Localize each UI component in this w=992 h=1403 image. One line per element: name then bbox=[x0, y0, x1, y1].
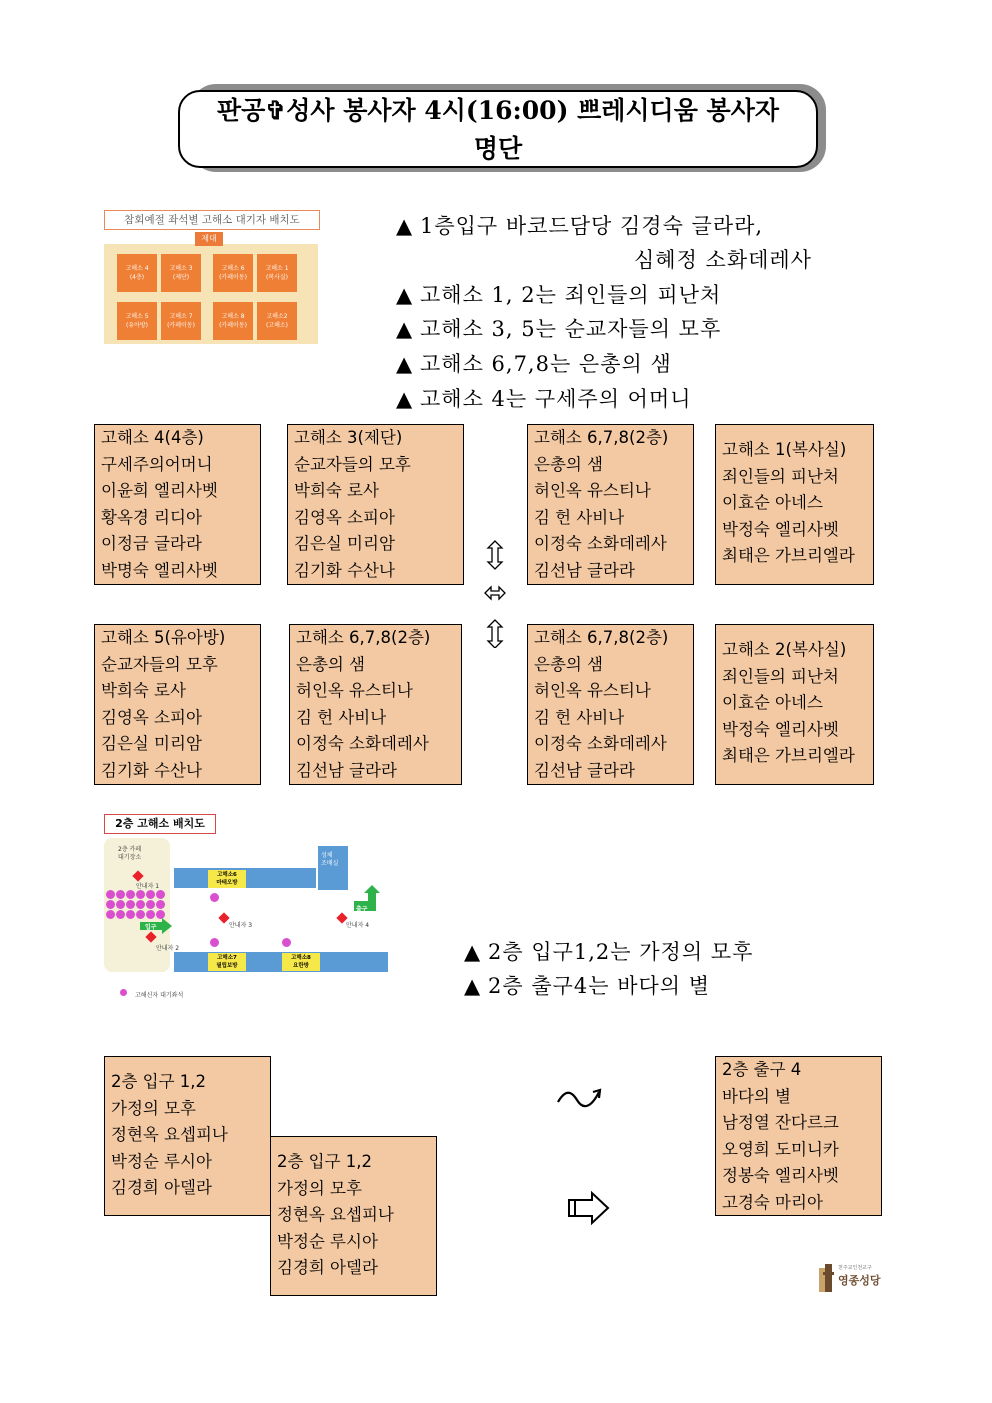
title-line-1: 판공✞성사 봉사자 4시(16:00) 쁘레시디움 봉사자 bbox=[216, 96, 780, 125]
triangle-icon: ▲ bbox=[396, 283, 414, 307]
roster-line: 박정순 루시아 bbox=[277, 1231, 378, 1251]
roster-line: 김선남 글라라 bbox=[534, 760, 635, 780]
seating-cell bbox=[213, 302, 253, 340]
room-6 bbox=[208, 870, 246, 888]
seat-dot bbox=[116, 910, 125, 919]
note-1-cont bbox=[634, 244, 812, 274]
note-floor2-entrance bbox=[464, 936, 753, 966]
roster-line: 김경희 아델라 bbox=[111, 1178, 212, 1198]
roster-line: 순교자들의 모후 bbox=[294, 454, 411, 474]
roster-line: 2층 입구 1,2 bbox=[277, 1152, 373, 1171]
roster-line: 가정의 모후 bbox=[111, 1098, 196, 1118]
roster-box bbox=[527, 624, 694, 785]
roster-line: 이정숙 소화데레사 bbox=[534, 734, 667, 754]
roster-line: 2층 출구 4 bbox=[722, 1060, 802, 1079]
note-text: 고해소 3, 5는 순교자들의 모후 bbox=[420, 317, 722, 341]
roster-line: 김선남 글라라 bbox=[534, 560, 635, 580]
seat-dot bbox=[116, 900, 125, 909]
cell-name: 고해소2 bbox=[266, 313, 288, 320]
seating-cell bbox=[257, 254, 297, 292]
roster-line: 2층 입구 1,2 bbox=[111, 1072, 207, 1091]
roster-line: 박정숙 엘리사벳 bbox=[722, 519, 839, 539]
note-3 bbox=[396, 313, 721, 343]
roster-line: 정현옥 요셉피나 bbox=[111, 1125, 228, 1145]
note-text: 2층 출구4는 바다의 별 bbox=[488, 974, 711, 998]
roster-line: 김영옥 소피아 bbox=[294, 507, 395, 527]
roster-line: 최태은 가브리엘라 bbox=[722, 546, 855, 566]
seating-cell bbox=[117, 254, 157, 292]
lower-corridor bbox=[174, 952, 388, 972]
altar-label: 제대 bbox=[195, 232, 223, 246]
roster-box bbox=[287, 424, 464, 585]
roster-line: 김은실 미리암 bbox=[294, 534, 395, 554]
arrows-between-boxes bbox=[482, 538, 508, 648]
logo-name: 영종성당 bbox=[838, 1274, 881, 1287]
seating-cell bbox=[117, 302, 157, 340]
cell-sub: (카페이동) bbox=[219, 274, 247, 281]
parish-logo bbox=[816, 1262, 886, 1294]
room-name: 고해소6 bbox=[217, 872, 237, 878]
roster-line: 고해소 4(4층) bbox=[101, 428, 204, 447]
roster-line: 김은실 미리암 bbox=[101, 734, 202, 754]
room-sub: 필립보방 bbox=[216, 963, 238, 969]
roster-box bbox=[289, 624, 462, 785]
roster-line: 이효순 아네스 bbox=[722, 493, 823, 513]
roster-line: 이정숙 소화데레사 bbox=[296, 734, 429, 754]
roster-line: 이정숙 소화데레사 bbox=[534, 534, 667, 554]
seating-cell bbox=[161, 254, 201, 292]
seat-dot bbox=[210, 938, 219, 947]
leftright-arrow-icon bbox=[485, 587, 505, 599]
room-7 bbox=[208, 953, 246, 971]
note-floor2-exit bbox=[464, 970, 710, 1000]
cell-name: 고해소 3 bbox=[169, 265, 193, 272]
roster-box bbox=[94, 624, 261, 785]
guide-2-label: 안내자 2 bbox=[156, 945, 180, 952]
seat-dot bbox=[136, 900, 145, 909]
seat-dot bbox=[282, 938, 291, 947]
seat-dot bbox=[106, 900, 115, 909]
seat-dot bbox=[106, 910, 115, 919]
roster-line: 고경숙 마리아 bbox=[722, 1192, 823, 1212]
note-4 bbox=[396, 348, 672, 378]
guide-4-label: 안내자 4 bbox=[346, 922, 370, 929]
note-text: 심혜정 소화데레사 bbox=[634, 248, 812, 272]
cell-sub: (4층) bbox=[129, 274, 145, 281]
cell-name: 고해소 8 bbox=[221, 313, 245, 320]
roster-line: 죄인들의 피난처 bbox=[722, 666, 839, 686]
note-1 bbox=[396, 210, 763, 240]
roster-line: 고해소 1(복사실) bbox=[722, 440, 847, 459]
cell-sub: (고해소) bbox=[265, 322, 289, 329]
roster-line: 구세주의어머니 bbox=[101, 454, 213, 474]
note-2 bbox=[396, 279, 721, 309]
room-name: 고해소7 bbox=[217, 955, 237, 961]
seat-dot bbox=[146, 900, 155, 909]
roster-line: 김기화 수산나 bbox=[101, 760, 202, 780]
note-text: 고해소 6,7,8는 은총의 샘 bbox=[420, 352, 672, 376]
room-8 bbox=[282, 953, 320, 971]
seat-dot bbox=[156, 900, 165, 909]
note-text: 고해소 4는 구세주의 어머니 bbox=[420, 387, 692, 411]
roster-box bbox=[94, 424, 261, 585]
roster-line: 이윤희 엘리사벳 bbox=[101, 481, 218, 501]
roster-line: 은총의 샘 bbox=[534, 454, 604, 474]
room-sub: 요한방 bbox=[293, 963, 309, 969]
seating-cell bbox=[213, 254, 253, 292]
cell-name: 고해소 6 bbox=[221, 265, 245, 272]
right-arrow-icon bbox=[566, 1190, 612, 1226]
guide-marker bbox=[218, 912, 229, 923]
note-text: 고해소 1, 2는 죄인들의 피난처 bbox=[420, 283, 722, 307]
roster-line: 김 헌 사비나 bbox=[534, 507, 625, 527]
roster-box bbox=[270, 1136, 437, 1296]
roster-line: 김기화 수산나 bbox=[294, 560, 395, 580]
curvy-arrow-icon bbox=[555, 1084, 605, 1114]
updown-arrow-icon bbox=[488, 620, 502, 648]
roster-line: 박정순 루시아 bbox=[111, 1151, 212, 1171]
roster-line: 바다의 별 bbox=[722, 1086, 792, 1106]
triangle-icon: ▲ bbox=[396, 387, 414, 411]
roster-line: 고해소 6,7,8(2층) bbox=[534, 428, 669, 447]
roster-line: 허인옥 유스티나 bbox=[534, 681, 651, 701]
roster-line: 가정의 모후 bbox=[277, 1178, 362, 1198]
roster-line: 고해소 6,7,8(2층) bbox=[296, 628, 431, 647]
legend-label: 고해신자 대기좌석 bbox=[135, 992, 184, 999]
cross-logo-icon bbox=[816, 1262, 836, 1294]
roster-line: 고해소 3(제단) bbox=[294, 428, 403, 447]
roster-line: 순교자들의 모후 bbox=[101, 654, 218, 674]
triangle-icon: ▲ bbox=[396, 317, 414, 341]
floor2-diagram-title: 2층 고해소 배치도 bbox=[104, 814, 216, 834]
cell-name: 고해소 4 bbox=[125, 265, 149, 272]
cell-name: 고해소 1 bbox=[265, 265, 289, 272]
roster-line: 황옥경 리디아 bbox=[101, 507, 202, 527]
sacristy-label: 성체 조배실 bbox=[321, 852, 339, 867]
roster-box bbox=[104, 1056, 271, 1216]
roster-line: 정현옥 요셉피나 bbox=[277, 1205, 394, 1225]
cell-name: 고해소 5 bbox=[125, 313, 149, 320]
roster-line: 김선남 글라라 bbox=[296, 760, 397, 780]
roster-line: 박희숙 로사 bbox=[101, 681, 186, 701]
entrance-label: 입구 bbox=[145, 924, 157, 931]
note-5 bbox=[396, 383, 692, 413]
roster-line: 오영희 도미니카 bbox=[722, 1139, 839, 1159]
seat-dot bbox=[126, 900, 135, 909]
triangle-icon: ▲ bbox=[464, 940, 482, 964]
title-line-2: 명단 bbox=[473, 134, 523, 163]
roster-line: 박명숙 엘리사벳 bbox=[101, 560, 218, 580]
roster-box bbox=[715, 424, 874, 585]
roster-line: 김영옥 소피아 bbox=[101, 707, 202, 727]
seating-cell bbox=[161, 302, 201, 340]
cell-sub: (카페이동) bbox=[167, 322, 195, 329]
roster-line: 고해소 5(유아방) bbox=[101, 628, 226, 647]
triangle-icon: ▲ bbox=[396, 352, 414, 376]
seat-dot bbox=[156, 890, 165, 899]
roster-line: 정봉숙 엘리사벳 bbox=[722, 1166, 839, 1186]
roster-line: 남정열 잔다르크 bbox=[722, 1113, 839, 1133]
roster-line: 김 헌 사비나 bbox=[296, 707, 387, 727]
exit-label: 출구 bbox=[356, 906, 368, 913]
room-name: 고해소8 bbox=[291, 955, 311, 961]
note-text: 1층입구 바코드담당 김경숙 글라라, bbox=[420, 214, 764, 238]
legend-dot bbox=[120, 989, 127, 996]
seat-dot bbox=[146, 890, 155, 899]
seating-diagram-title: 참회예절 좌석별 고해소 대기자 배치도 bbox=[104, 210, 320, 230]
seat-dot bbox=[126, 910, 135, 919]
roster-line: 고해소 2(복사실) bbox=[722, 640, 847, 659]
cell-sub: (카페이동) bbox=[219, 322, 247, 329]
seat-dot bbox=[116, 890, 125, 899]
cell-sub: (유아방) bbox=[125, 322, 149, 329]
triangle-icon: ▲ bbox=[464, 974, 482, 998]
roster-line: 이효순 아네스 bbox=[722, 693, 823, 713]
roster-line: 박희숙 로사 bbox=[294, 481, 379, 501]
roster-line: 허인옥 유스티나 bbox=[534, 481, 651, 501]
seat-dot bbox=[126, 890, 135, 899]
roster-box bbox=[715, 1056, 882, 1216]
roster-box bbox=[527, 424, 694, 585]
page-title bbox=[178, 90, 818, 168]
roster-line: 이정금 글라라 bbox=[101, 534, 202, 554]
roster-line: 박정숙 엘리사벳 bbox=[722, 719, 839, 739]
cell-sub: (복사실) bbox=[265, 274, 289, 281]
roster-line: 김 헌 사비나 bbox=[534, 707, 625, 727]
note-text: 2층 입구1,2는 가정의 모후 bbox=[488, 940, 754, 964]
guide-3-label: 안내자 3 bbox=[229, 922, 253, 929]
cell-name: 고해소 7 bbox=[169, 313, 193, 320]
seat-dot bbox=[106, 890, 115, 899]
seat-dot bbox=[136, 890, 145, 899]
triangle-icon: ▲ bbox=[396, 214, 414, 238]
roster-line: 허인옥 유스티나 bbox=[296, 681, 413, 701]
logo-diocese: 천주교인천교구 bbox=[838, 1265, 872, 1271]
seat-dot bbox=[210, 893, 219, 902]
roster-line: 은총의 샘 bbox=[296, 654, 366, 674]
cell-sub: (제단) bbox=[172, 274, 190, 281]
cafe-label: 2층 카페 대기장소 bbox=[118, 846, 142, 861]
roster-line: 최태은 가브리엘라 bbox=[722, 746, 855, 766]
roster-line: 김경희 아델라 bbox=[277, 1258, 378, 1278]
updown-arrow-icon bbox=[488, 541, 502, 569]
roster-line: 은총의 샘 bbox=[534, 654, 604, 674]
seating-cell bbox=[257, 302, 297, 340]
roster-line: 죄인들의 피난처 bbox=[722, 466, 839, 486]
guide-1-label: 안내자 1 bbox=[136, 883, 160, 890]
roster-line: 고해소 6,7,8(2층) bbox=[534, 628, 669, 647]
roster-box bbox=[715, 624, 874, 785]
room-sub: 마태오방 bbox=[216, 880, 238, 886]
